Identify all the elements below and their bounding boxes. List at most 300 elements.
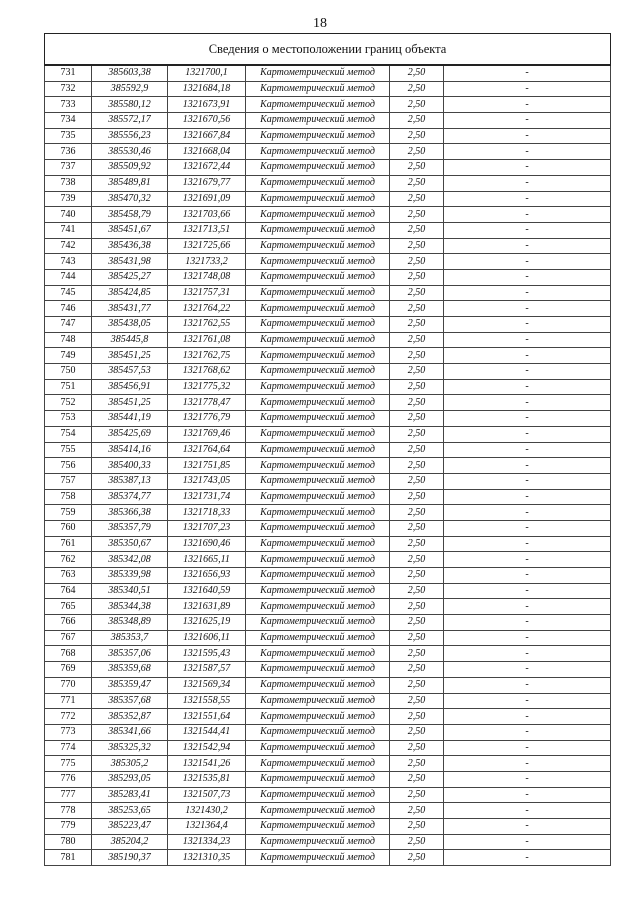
description-cell: - bbox=[444, 144, 611, 160]
table-row bbox=[45, 505, 611, 521]
table-row bbox=[45, 599, 611, 615]
y-coordinate-cell: 1321764,64 bbox=[168, 442, 246, 458]
method-cell: Картометрический метод bbox=[246, 285, 390, 301]
table-row bbox=[45, 113, 611, 129]
description-cell: - bbox=[444, 317, 611, 333]
x-coordinate-cell: 385204,2 bbox=[92, 834, 168, 850]
accuracy-cell: 2,50 bbox=[390, 505, 444, 521]
description-cell: - bbox=[444, 850, 611, 866]
y-coordinate-cell: 1321507,73 bbox=[168, 787, 246, 803]
point-number-cell: 746 bbox=[45, 301, 92, 317]
description-cell: - bbox=[444, 834, 611, 850]
x-coordinate-cell: 385414,16 bbox=[92, 442, 168, 458]
point-number-cell: 745 bbox=[45, 285, 92, 301]
description-cell: - bbox=[444, 348, 611, 364]
method-cell: Картометрический метод bbox=[246, 379, 390, 395]
table-row bbox=[45, 426, 611, 442]
x-coordinate-cell: 385458,79 bbox=[92, 207, 168, 223]
y-coordinate-cell: 1321703,66 bbox=[168, 207, 246, 223]
y-coordinate-cell: 1321558,55 bbox=[168, 693, 246, 709]
x-coordinate-cell: 385253,65 bbox=[92, 803, 168, 819]
point-number-cell: 769 bbox=[45, 662, 92, 678]
x-coordinate-cell: 385293,05 bbox=[92, 771, 168, 787]
table-row bbox=[45, 756, 611, 772]
point-number-cell: 732 bbox=[45, 81, 92, 97]
y-coordinate-cell: 1321551,64 bbox=[168, 709, 246, 725]
x-coordinate-cell: 385348,89 bbox=[92, 615, 168, 631]
method-cell: Картометрический метод bbox=[246, 222, 390, 238]
accuracy-cell: 2,50 bbox=[390, 473, 444, 489]
y-coordinate-cell: 1321743,05 bbox=[168, 473, 246, 489]
point-number-cell: 765 bbox=[45, 599, 92, 615]
x-coordinate-cell: 385436,38 bbox=[92, 238, 168, 254]
accuracy-cell: 2,50 bbox=[390, 411, 444, 427]
x-coordinate-cell: 385357,06 bbox=[92, 646, 168, 662]
accuracy-cell: 2,50 bbox=[390, 426, 444, 442]
method-cell: Картометрический метод bbox=[246, 65, 390, 81]
method-cell: Картометрический метод bbox=[246, 97, 390, 113]
table-row bbox=[45, 128, 611, 144]
table-row bbox=[45, 709, 611, 725]
method-cell: Картометрический метод bbox=[246, 473, 390, 489]
y-coordinate-cell: 1321691,09 bbox=[168, 191, 246, 207]
x-coordinate-cell: 385451,25 bbox=[92, 348, 168, 364]
method-cell: Картометрический метод bbox=[246, 364, 390, 380]
accuracy-cell: 2,50 bbox=[390, 128, 444, 144]
method-cell: Картометрический метод bbox=[246, 442, 390, 458]
accuracy-cell: 2,50 bbox=[390, 520, 444, 536]
accuracy-cell: 2,50 bbox=[390, 677, 444, 693]
method-cell: Картометрический метод bbox=[246, 505, 390, 521]
description-cell: - bbox=[444, 128, 611, 144]
table-row bbox=[45, 144, 611, 160]
method-cell: Картометрический метод bbox=[246, 740, 390, 756]
table-row bbox=[45, 552, 611, 568]
point-number-cell: 743 bbox=[45, 254, 92, 270]
description-cell: - bbox=[444, 191, 611, 207]
x-coordinate-cell: 385340,51 bbox=[92, 583, 168, 599]
point-number-cell: 740 bbox=[45, 207, 92, 223]
description-cell: - bbox=[444, 379, 611, 395]
x-coordinate-cell: 385572,17 bbox=[92, 113, 168, 129]
point-number-cell: 771 bbox=[45, 693, 92, 709]
y-coordinate-cell: 1321656,93 bbox=[168, 568, 246, 584]
x-coordinate-cell: 385305,2 bbox=[92, 756, 168, 772]
accuracy-cell: 2,50 bbox=[390, 819, 444, 835]
description-cell: - bbox=[444, 536, 611, 552]
description-cell: - bbox=[444, 756, 611, 772]
table-row bbox=[45, 520, 611, 536]
description-cell: - bbox=[444, 771, 611, 787]
method-cell: Картометрический метод bbox=[246, 238, 390, 254]
point-number-cell: 758 bbox=[45, 489, 92, 505]
description-cell: - bbox=[444, 646, 611, 662]
method-cell: Картометрический метод bbox=[246, 520, 390, 536]
accuracy-cell: 2,50 bbox=[390, 834, 444, 850]
x-coordinate-cell: 385325,32 bbox=[92, 740, 168, 756]
description-cell: - bbox=[444, 709, 611, 725]
description-cell: - bbox=[444, 81, 611, 97]
accuracy-cell: 2,50 bbox=[390, 489, 444, 505]
y-coordinate-cell: 1321672,44 bbox=[168, 160, 246, 176]
accuracy-cell: 2,50 bbox=[390, 552, 444, 568]
method-cell: Картометрический метод bbox=[246, 536, 390, 552]
y-coordinate-cell: 1321700,1 bbox=[168, 65, 246, 81]
method-cell: Картометрический метод bbox=[246, 489, 390, 505]
description-cell: - bbox=[444, 160, 611, 176]
point-number-cell: 768 bbox=[45, 646, 92, 662]
table-row bbox=[45, 191, 611, 207]
method-cell: Картометрический метод bbox=[246, 160, 390, 176]
y-coordinate-cell: 1321751,85 bbox=[168, 458, 246, 474]
description-cell: - bbox=[444, 458, 611, 474]
x-coordinate-cell: 385438,05 bbox=[92, 317, 168, 333]
x-coordinate-cell: 385445,8 bbox=[92, 332, 168, 348]
table-row bbox=[45, 175, 611, 191]
description-cell: - bbox=[444, 364, 611, 380]
x-coordinate-cell: 385344,38 bbox=[92, 599, 168, 615]
point-number-cell: 755 bbox=[45, 442, 92, 458]
description-cell: - bbox=[444, 426, 611, 442]
description-cell: - bbox=[444, 269, 611, 285]
x-coordinate-cell: 385489,81 bbox=[92, 175, 168, 191]
x-coordinate-cell: 385603,38 bbox=[92, 65, 168, 81]
y-coordinate-cell: 1321679,77 bbox=[168, 175, 246, 191]
point-number-cell: 774 bbox=[45, 740, 92, 756]
y-coordinate-cell: 1321334,23 bbox=[168, 834, 246, 850]
table-row bbox=[45, 379, 611, 395]
y-coordinate-cell: 1321707,23 bbox=[168, 520, 246, 536]
x-coordinate-cell: 385556,23 bbox=[92, 128, 168, 144]
accuracy-cell: 2,50 bbox=[390, 803, 444, 819]
x-coordinate-cell: 385457,53 bbox=[92, 364, 168, 380]
table-row bbox=[45, 615, 611, 631]
y-coordinate-cell: 1321606,11 bbox=[168, 630, 246, 646]
y-coordinate-cell: 1321768,62 bbox=[168, 364, 246, 380]
method-cell: Картометрический метод bbox=[246, 426, 390, 442]
description-cell: - bbox=[444, 285, 611, 301]
description-cell: - bbox=[444, 599, 611, 615]
accuracy-cell: 2,50 bbox=[390, 615, 444, 631]
y-coordinate-cell: 1321535,81 bbox=[168, 771, 246, 787]
accuracy-cell: 2,50 bbox=[390, 583, 444, 599]
x-coordinate-cell: 385425,27 bbox=[92, 269, 168, 285]
table-row bbox=[45, 285, 611, 301]
method-cell: Картометрический метод bbox=[246, 787, 390, 803]
point-number-cell: 750 bbox=[45, 364, 92, 380]
table-row bbox=[45, 332, 611, 348]
description-cell: - bbox=[444, 489, 611, 505]
description-cell: - bbox=[444, 65, 611, 81]
method-cell: Картометрический метод bbox=[246, 709, 390, 725]
accuracy-cell: 2,50 bbox=[390, 364, 444, 380]
point-number-cell: 763 bbox=[45, 568, 92, 584]
y-coordinate-cell: 1321665,11 bbox=[168, 552, 246, 568]
accuracy-cell: 2,50 bbox=[390, 254, 444, 270]
table-body bbox=[45, 65, 611, 866]
y-coordinate-cell: 1321762,55 bbox=[168, 317, 246, 333]
x-coordinate-cell: 385366,38 bbox=[92, 505, 168, 521]
description-cell: - bbox=[444, 238, 611, 254]
point-number-cell: 752 bbox=[45, 395, 92, 411]
point-number-cell: 772 bbox=[45, 709, 92, 725]
method-cell: Картометрический метод bbox=[246, 677, 390, 693]
method-cell: Картометрический метод bbox=[246, 568, 390, 584]
accuracy-cell: 2,50 bbox=[390, 81, 444, 97]
description-cell: - bbox=[444, 113, 611, 129]
y-coordinate-cell: 1321778,47 bbox=[168, 395, 246, 411]
x-coordinate-cell: 385357,79 bbox=[92, 520, 168, 536]
accuracy-cell: 2,50 bbox=[390, 238, 444, 254]
accuracy-cell: 2,50 bbox=[390, 97, 444, 113]
point-number-cell: 775 bbox=[45, 756, 92, 772]
y-coordinate-cell: 1321569,34 bbox=[168, 677, 246, 693]
y-coordinate-cell: 1321631,89 bbox=[168, 599, 246, 615]
description-cell: - bbox=[444, 175, 611, 191]
table-row bbox=[45, 207, 611, 223]
x-coordinate-cell: 385530,46 bbox=[92, 144, 168, 160]
point-number-cell: 776 bbox=[45, 771, 92, 787]
table-row bbox=[45, 803, 611, 819]
point-number-cell: 741 bbox=[45, 222, 92, 238]
method-cell: Картометрический метод bbox=[246, 646, 390, 662]
y-coordinate-cell: 1321595,43 bbox=[168, 646, 246, 662]
description-cell: - bbox=[444, 411, 611, 427]
y-coordinate-cell: 1321668,04 bbox=[168, 144, 246, 160]
x-coordinate-cell: 385357,68 bbox=[92, 693, 168, 709]
table-row bbox=[45, 348, 611, 364]
y-coordinate-cell: 1321764,22 bbox=[168, 301, 246, 317]
y-coordinate-cell: 1321769,46 bbox=[168, 426, 246, 442]
y-coordinate-cell: 1321310,35 bbox=[168, 850, 246, 866]
accuracy-cell: 2,50 bbox=[390, 662, 444, 678]
accuracy-cell: 2,50 bbox=[390, 709, 444, 725]
description-cell: - bbox=[444, 97, 611, 113]
point-number-cell: 734 bbox=[45, 113, 92, 129]
description-cell: - bbox=[444, 630, 611, 646]
point-number-cell: 780 bbox=[45, 834, 92, 850]
table-row bbox=[45, 81, 611, 97]
x-coordinate-cell: 385592,9 bbox=[92, 81, 168, 97]
x-coordinate-cell: 385223,47 bbox=[92, 819, 168, 835]
method-cell: Картометрический метод bbox=[246, 348, 390, 364]
accuracy-cell: 2,50 bbox=[390, 693, 444, 709]
method-cell: Картометрический метод bbox=[246, 819, 390, 835]
description-cell: - bbox=[444, 724, 611, 740]
description-cell: - bbox=[444, 787, 611, 803]
y-coordinate-cell: 1321776,79 bbox=[168, 411, 246, 427]
point-number-cell: 751 bbox=[45, 379, 92, 395]
y-coordinate-cell: 1321640,59 bbox=[168, 583, 246, 599]
description-cell: - bbox=[444, 520, 611, 536]
accuracy-cell: 2,50 bbox=[390, 395, 444, 411]
point-number-cell: 733 bbox=[45, 97, 92, 113]
description-cell: - bbox=[444, 677, 611, 693]
y-coordinate-cell: 1321667,84 bbox=[168, 128, 246, 144]
point-number-cell: 767 bbox=[45, 630, 92, 646]
description-cell: - bbox=[444, 254, 611, 270]
table-row bbox=[45, 662, 611, 678]
table-row bbox=[45, 693, 611, 709]
accuracy-cell: 2,50 bbox=[390, 724, 444, 740]
description-cell: - bbox=[444, 395, 611, 411]
table-row bbox=[45, 489, 611, 505]
point-number-cell: 737 bbox=[45, 160, 92, 176]
x-coordinate-cell: 385190,37 bbox=[92, 850, 168, 866]
description-cell: - bbox=[444, 693, 611, 709]
table-row bbox=[45, 771, 611, 787]
table-row bbox=[45, 97, 611, 113]
point-number-cell: 731 bbox=[45, 65, 92, 81]
description-cell: - bbox=[444, 442, 611, 458]
method-cell: Картометрический метод bbox=[246, 254, 390, 270]
table-row bbox=[45, 395, 611, 411]
point-number-cell: 773 bbox=[45, 724, 92, 740]
accuracy-cell: 2,50 bbox=[390, 160, 444, 176]
point-number-cell: 770 bbox=[45, 677, 92, 693]
point-number-cell: 777 bbox=[45, 787, 92, 803]
description-cell: - bbox=[444, 568, 611, 584]
point-number-cell: 760 bbox=[45, 520, 92, 536]
x-coordinate-cell: 385352,87 bbox=[92, 709, 168, 725]
point-number-cell: 781 bbox=[45, 850, 92, 866]
page-number: 18 bbox=[313, 16, 327, 31]
table-row bbox=[45, 411, 611, 427]
accuracy-cell: 2,50 bbox=[390, 599, 444, 615]
x-coordinate-cell: 385350,67 bbox=[92, 536, 168, 552]
x-coordinate-cell: 385424,85 bbox=[92, 285, 168, 301]
point-number-cell: 762 bbox=[45, 552, 92, 568]
description-cell: - bbox=[444, 505, 611, 521]
accuracy-cell: 2,50 bbox=[390, 568, 444, 584]
table-row bbox=[45, 442, 611, 458]
point-number-cell: 757 bbox=[45, 473, 92, 489]
x-coordinate-cell: 385431,98 bbox=[92, 254, 168, 270]
accuracy-cell: 2,50 bbox=[390, 850, 444, 866]
point-number-cell: 739 bbox=[45, 191, 92, 207]
accuracy-cell: 2,50 bbox=[390, 144, 444, 160]
method-cell: Картометрический метод bbox=[246, 128, 390, 144]
point-number-cell: 779 bbox=[45, 819, 92, 835]
method-cell: Картометрический метод bbox=[246, 583, 390, 599]
y-coordinate-cell: 1321542,94 bbox=[168, 740, 246, 756]
x-coordinate-cell: 385342,08 bbox=[92, 552, 168, 568]
table-row bbox=[45, 269, 611, 285]
accuracy-cell: 2,50 bbox=[390, 630, 444, 646]
table-row bbox=[45, 787, 611, 803]
y-coordinate-cell: 1321673,91 bbox=[168, 97, 246, 113]
description-cell: - bbox=[444, 301, 611, 317]
table-row bbox=[45, 160, 611, 176]
y-coordinate-cell: 1321731,74 bbox=[168, 489, 246, 505]
table-row bbox=[45, 646, 611, 662]
point-number-cell: 748 bbox=[45, 332, 92, 348]
description-cell: - bbox=[444, 819, 611, 835]
point-number-cell: 742 bbox=[45, 238, 92, 254]
method-cell: Картометрический метод bbox=[246, 144, 390, 160]
method-cell: Картометрический метод bbox=[246, 395, 390, 411]
description-cell: - bbox=[444, 207, 611, 223]
method-cell: Картометрический метод bbox=[246, 771, 390, 787]
point-number-cell: 764 bbox=[45, 583, 92, 599]
point-number-cell: 738 bbox=[45, 175, 92, 191]
table-row bbox=[45, 724, 611, 740]
y-coordinate-cell: 1321718,33 bbox=[168, 505, 246, 521]
table-row bbox=[45, 583, 611, 599]
x-coordinate-cell: 385353,7 bbox=[92, 630, 168, 646]
point-number-cell: 754 bbox=[45, 426, 92, 442]
accuracy-cell: 2,50 bbox=[390, 646, 444, 662]
accuracy-cell: 2,50 bbox=[390, 65, 444, 81]
method-cell: Картометрический метод bbox=[246, 724, 390, 740]
accuracy-cell: 2,50 bbox=[390, 113, 444, 129]
point-number-cell: 753 bbox=[45, 411, 92, 427]
y-coordinate-cell: 1321733,2 bbox=[168, 254, 246, 270]
table-row bbox=[45, 473, 611, 489]
table-row bbox=[45, 65, 611, 81]
point-number-cell: 747 bbox=[45, 317, 92, 333]
x-coordinate-cell: 385359,68 bbox=[92, 662, 168, 678]
point-number-cell: 736 bbox=[45, 144, 92, 160]
accuracy-cell: 2,50 bbox=[390, 317, 444, 333]
table-row bbox=[45, 536, 611, 552]
description-cell: - bbox=[444, 740, 611, 756]
y-coordinate-cell: 1321364,4 bbox=[168, 819, 246, 835]
accuracy-cell: 2,50 bbox=[390, 222, 444, 238]
x-coordinate-cell: 385431,77 bbox=[92, 301, 168, 317]
y-coordinate-cell: 1321587,57 bbox=[168, 662, 246, 678]
description-cell: - bbox=[444, 222, 611, 238]
accuracy-cell: 2,50 bbox=[390, 207, 444, 223]
x-coordinate-cell: 385456,91 bbox=[92, 379, 168, 395]
table-row bbox=[45, 364, 611, 380]
method-cell: Картометрический метод bbox=[246, 269, 390, 285]
description-cell: - bbox=[444, 583, 611, 599]
method-cell: Картометрический метод bbox=[246, 552, 390, 568]
accuracy-cell: 2,50 bbox=[390, 458, 444, 474]
table-row bbox=[45, 568, 611, 584]
method-cell: Картометрический метод bbox=[246, 803, 390, 819]
table-row bbox=[45, 834, 611, 850]
accuracy-cell: 2,50 bbox=[390, 348, 444, 364]
description-cell: - bbox=[444, 662, 611, 678]
point-number-cell: 778 bbox=[45, 803, 92, 819]
accuracy-cell: 2,50 bbox=[390, 191, 444, 207]
y-coordinate-cell: 1321725,66 bbox=[168, 238, 246, 254]
table-row bbox=[45, 222, 611, 238]
point-number-cell: 766 bbox=[45, 615, 92, 631]
x-coordinate-cell: 385374,77 bbox=[92, 489, 168, 505]
accuracy-cell: 2,50 bbox=[390, 285, 444, 301]
method-cell: Картометрический метод bbox=[246, 630, 390, 646]
method-cell: Картометрический метод bbox=[246, 756, 390, 772]
accuracy-cell: 2,50 bbox=[390, 175, 444, 191]
x-coordinate-cell: 385387,13 bbox=[92, 473, 168, 489]
table-row bbox=[45, 630, 611, 646]
description-cell: - bbox=[444, 615, 611, 631]
method-cell: Картометрический метод bbox=[246, 411, 390, 427]
method-cell: Картометрический метод bbox=[246, 175, 390, 191]
x-coordinate-cell: 385283,41 bbox=[92, 787, 168, 803]
x-coordinate-cell: 385339,98 bbox=[92, 568, 168, 584]
accuracy-cell: 2,50 bbox=[390, 379, 444, 395]
boundary-coordinates-table bbox=[44, 33, 611, 866]
point-number-cell: 761 bbox=[45, 536, 92, 552]
description-cell: - bbox=[444, 552, 611, 568]
table-row bbox=[45, 819, 611, 835]
x-coordinate-cell: 385451,67 bbox=[92, 222, 168, 238]
table-row bbox=[45, 254, 611, 270]
